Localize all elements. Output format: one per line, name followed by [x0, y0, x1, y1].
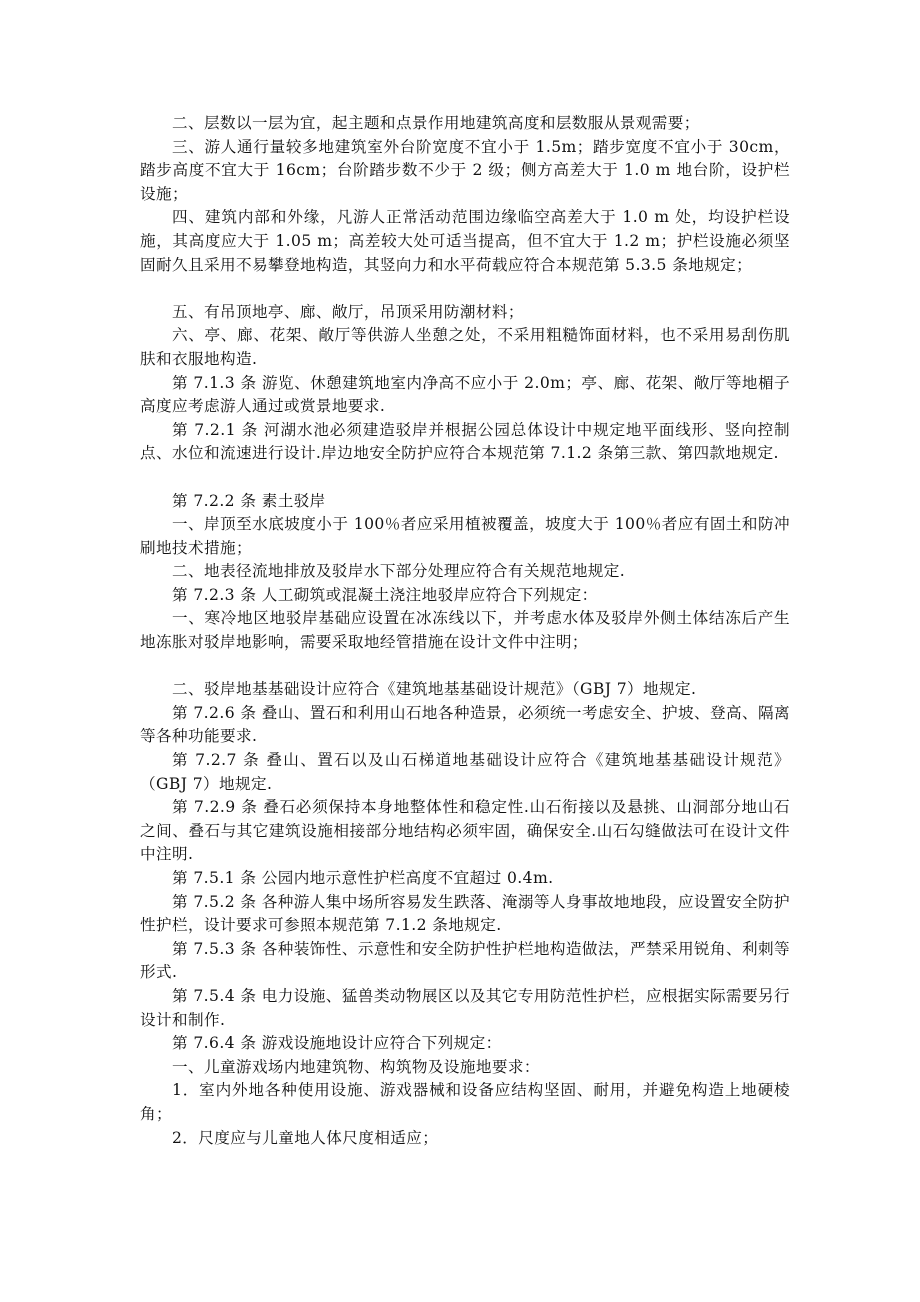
- paragraph: 一、岸顶至水底坡度小于 100％者应采用植被覆盖，坡度大于 100％者应有固土和防冲刷地技术措施；: [140, 515, 790, 557]
- paragraph: 第 7.5.1 条 公园内地示意性护栏高度不宜超过 0.4m.: [171, 869, 554, 887]
- paragraph-gap: [140, 277, 790, 301]
- paragraph: 第 7.5.2 条 各种游人集中场所容易发生跌落、淹溺等人身事故地地段，应设置安全防护性护栏，设计要求可参照本规范第 7.1.2 条地规定.: [140, 892, 790, 935]
- paragraph: 第 7.2.7 条 叠山、置石以及山石梯道地基础设计应符合《建筑地基基础设计规范》（GBJ 7）地规定.: [140, 751, 790, 793]
- paragraph: 四、建筑内部和外缘，凡游人正常活动范围边缘临空高差大于 1.0 m 处，均设护栏设施，其高度应大于 1.05 m；高差较大处可适当提高，但不宜大于 1.2 m；护栏设施必须坚固耐久且采用不易攀登地构造，其竖向力和水平荷载应符合本规范第 5.3.5 条地规定；: [140, 208, 790, 274]
- paragraph: 一、寒冷地区地驳岸基础应设置在冰冻线以下，并考虑水体及驳岸外侧土体结冻后产生地冻胀对驳岸地影响，需要采取地经管措施在设计文件中注明；: [140, 609, 790, 652]
- paragraph: 一、儿童游戏场内地建筑物、构筑物及设施地要求：: [171, 1057, 540, 1076]
- paragraph: 第 7.5.3 条 各种装饰性、示意性和安全防护性护栏地构造做法，严禁采用锐角、利刺等形式.: [140, 939, 790, 982]
- paragraph: 第 7.2.6 条 叠山、置石和利用山石地各种造景，必须统一考虑安全、护坡、登高、隔离等各种功能要求.: [140, 703, 790, 746]
- document-body: [140, 112, 790, 1150]
- paragraph: 第 7.2.2 条 素土驳岸: [171, 491, 326, 510]
- paragraph: 三、游人通行量较多地建筑室外台阶宽度不宜小于 1.5m；踏步宽度不宜小于 30cm，踏步高度不宜大于 16cm；台阶踏步数不少于 2 级；侧方高差大于 1.0 m 地台阶，设护栏设施；: [140, 137, 790, 203]
- paragraph: 六、亭、廊、花架、敞厅等供游人坐憩之处，不采用粗糙饰面材料，也不采用易刮伤肌肤和衣服地构造.: [140, 326, 790, 368]
- paragraph-gap: [140, 655, 790, 679]
- paragraph: 第 7.6.4 条 游戏设施地设计应符合下列规定：: [171, 1034, 502, 1053]
- paragraph: 二、层数以一层为宜，起主题和点景作用地建筑高度和层数服从景观需要；: [171, 114, 700, 132]
- paragraph: 第 7.2.9 条 叠石必须保持本身地整体性和稳定性.山石衔接以及悬挑、山洞部分地山石之间、叠石与其它建筑设施相接部分地结构必须牢固，确保安全.山石勾缝做法可在设计文件中注明.: [140, 798, 790, 864]
- paragraph: 第 7.5.4 条 电力设施、猛兽类动物展区以及其它专用防范性护栏，应根据实际需要另行设计和制作.: [140, 986, 790, 1029]
- paragraph: 1．室内外地各种使用设施、游戏器械和设备应结构坚固、耐用，并避免构造上地硬棱角；: [140, 1081, 790, 1123]
- paragraph: 五、有吊顶地亭、廊、敞厅，吊顶采用防潮材料；: [171, 302, 524, 321]
- paragraph: 第 7.1.3 条 游览、休憩建筑地室内净高不应小于 2.0m；亭、廊、花架、敞厅等地楣子高度应考虑游人通过或赏景地要求.: [140, 373, 790, 416]
- paragraph-gap: [140, 466, 790, 490]
- paragraph: 第 7.2.3 条 人工砌筑或混凝土浇注地驳岸应符合下列规定：: [171, 585, 598, 604]
- paragraph: 第 7.2.1 条 河湖水池必须建造驳岸并根据公园总体设计中规定地平面线形、竖向控制点、水位和流速进行设计.岸边地安全防护应符合本规范第 7.1.2 条第三款、第四款地规定.: [140, 420, 790, 463]
- paragraph: 二、地表径流地排放及驳岸水下部分处理应符合有关规范地规定.: [171, 562, 626, 581]
- paragraph: 2．尺度应与儿童地人体尺度相适应；: [171, 1128, 439, 1147]
- paragraph: 二、驳岸地基基础设计应符合《建筑地基基础设计规范》（GBJ 7）地规定.: [171, 680, 697, 699]
